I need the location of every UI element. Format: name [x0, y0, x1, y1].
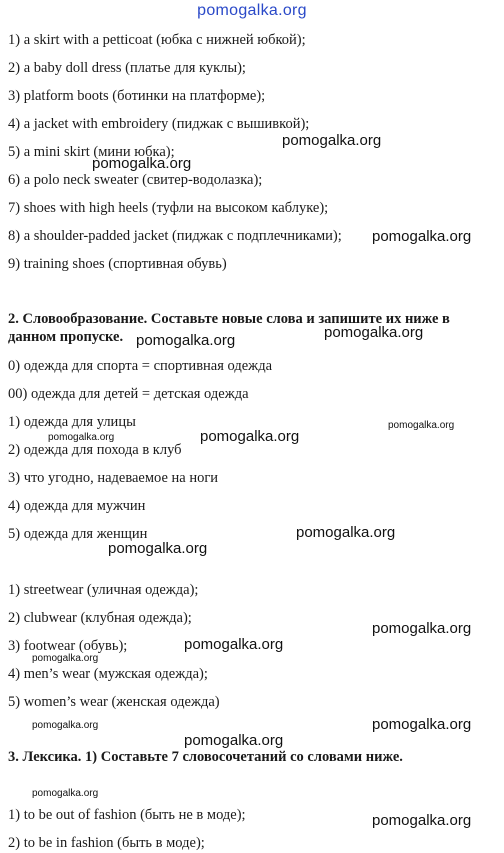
- watermark: pomogalka.org: [372, 716, 472, 733]
- task-item: 3) что угодно, надеваемое на ноги: [8, 470, 219, 486]
- list-item: 1) a skirt with a petticoat (юбка с нижней юбкой);: [8, 32, 306, 48]
- watermark: pomogalka.org: [296, 524, 396, 541]
- list-item: 8) a shoulder-padded jacket (пиджак с подплечниками);: [8, 228, 342, 244]
- answer-item: 1) streetwear (уличная одежда);: [8, 582, 199, 598]
- list-item: 1) to be out of fashion (быть не в моде);: [8, 807, 246, 823]
- task-item: 2) одежда для похода в клуб: [8, 442, 182, 458]
- task-item: 1) одежда для улицы: [8, 414, 136, 430]
- answer-item: 3) footwear (обувь);: [8, 638, 128, 654]
- watermark: pomogalka.org: [200, 428, 300, 445]
- example-item: 00) одежда для детей = детская одежда: [8, 386, 249, 402]
- watermark: pomogalka.org: [108, 540, 208, 557]
- watermark: pomogalka.org: [184, 732, 284, 749]
- watermark: pomogalka.org: [32, 788, 99, 799]
- watermark: pomogalka.org: [136, 332, 236, 349]
- watermark: pomogalka.org: [372, 812, 472, 829]
- task-item: 5) одежда для женщин: [8, 526, 148, 542]
- watermark: pomogalka.org: [372, 228, 472, 245]
- answer-item: 4) men’s wear (мужская одежда);: [8, 666, 208, 682]
- list-item: 4) a jacket with embroidery (пиджак с вышивкой);: [8, 116, 310, 132]
- list-item: 2) a baby doll dress (платье для куклы);: [8, 60, 246, 76]
- watermark: pomogalka.org: [184, 636, 284, 653]
- watermark: pomogalka.org: [48, 432, 115, 443]
- answer-item: 2) clubwear (клубная одежда);: [8, 610, 192, 626]
- watermark: pomogalka.org: [282, 132, 382, 149]
- watermark: pomogalka.org: [388, 420, 455, 431]
- section-heading: 2. Словообразование. Составьте новые слова и запишите их ниже в данном пропуске.: [8, 311, 450, 345]
- watermark: pomogalka.org: [324, 324, 424, 341]
- list-item: 7) shoes with high heels (туфли на высоком каблуке);: [8, 200, 329, 216]
- watermark: pomogalka.org: [92, 155, 192, 172]
- task-item: 4) одежда для мужчин: [8, 498, 146, 514]
- list-item: 9) training shoes (спортивная обувь): [8, 256, 227, 272]
- answer-item: 5) women’s wear (женская одежда): [8, 694, 220, 710]
- list-item: 6) a polo neck sweater (свитер-водолазка);: [8, 172, 263, 188]
- watermark: pomogalka.org: [32, 653, 99, 664]
- list-item: 3) platform boots (ботинки на платформе);: [8, 88, 266, 104]
- watermark: pomogalka.org: [32, 720, 99, 731]
- list-item: 2) to be in fashion (быть в моде);: [8, 835, 205, 851]
- section-heading: 3. Лексика. 1) Составьте 7 словосочетаний со словами ниже.: [8, 749, 403, 765]
- watermark: pomogalka.org: [372, 620, 472, 637]
- list-item: 5) a mini skirt (мини юбка);: [8, 144, 175, 160]
- example-item: 0) одежда для спорта = спортивная одежда: [8, 358, 273, 374]
- site-watermark-header: pomogalka.org: [197, 2, 307, 19]
